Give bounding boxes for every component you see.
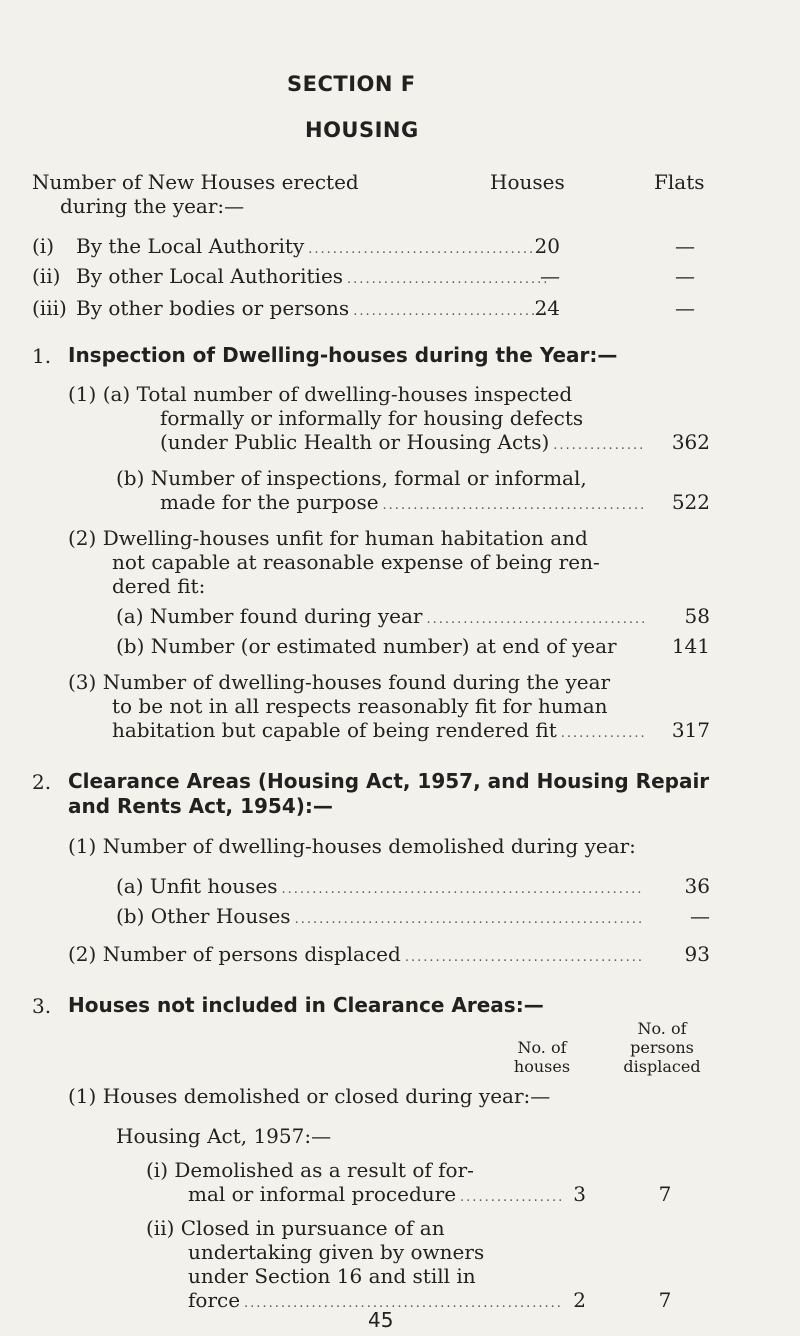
header-line: No. of [517, 1038, 567, 1057]
section-2-heading-line1: Clearance Areas (Housing Act, 1957, and Housing Repair [68, 769, 710, 793]
s2-p1b [116, 904, 650, 928]
leader-dots [295, 904, 644, 928]
leader-dots [553, 430, 644, 454]
section-2-number: 2. [32, 770, 52, 794]
line-text: made for the purpose [160, 490, 379, 514]
line-text: (under Public Health or Housing Acts) [160, 430, 550, 454]
new-houses-row-1 [32, 234, 552, 258]
new-houses-row-2 [32, 264, 552, 288]
s3-i-line1: (i) Demolished as a result of for- [146, 1158, 474, 1182]
header-line: displaced [623, 1057, 701, 1076]
housing-title: HOUSING [305, 118, 419, 142]
s2-p1b-value: — [690, 904, 710, 928]
line-text: (a) Number found during year [116, 604, 423, 628]
s1-p1b-line2 [160, 490, 650, 514]
new-houses-label-line2: during the year:— [60, 194, 245, 218]
row-number: (ii) [32, 264, 61, 288]
s3-ii-line1: (ii) Closed in pursuance of an [146, 1216, 445, 1240]
row-label: By other Local Authorities [76, 264, 344, 288]
section-1-number: 1. [32, 344, 52, 368]
header-line: houses [513, 1057, 571, 1076]
leader-dots [426, 604, 644, 628]
section-2-heading-line2: and Rents Act, 1954):— [68, 794, 333, 818]
section-1-heading: Inspection of Dwelling-houses during the Year:— [68, 343, 618, 367]
leader-dots [460, 1182, 562, 1206]
col-persons-displaced-header [612, 1019, 712, 1076]
row-label: By the Local Authority [76, 234, 305, 258]
s1-p2b-value: 141 [671, 634, 710, 658]
header-line: No. of [637, 1019, 687, 1038]
row-number: (i) [32, 234, 55, 258]
s1-p3-value: 317 [671, 718, 710, 742]
s3-ii-line2: undertaking given by owners [188, 1240, 485, 1264]
leader-dots [561, 718, 644, 742]
s2-p1-label: (1) Number of dwelling-houses demolished during year: [68, 834, 636, 858]
s3-ii-houses: 2 [573, 1288, 586, 1312]
s1-p2b-label: (b) Number (or estimated number) at end of year [116, 634, 617, 658]
s1-p2-line1: (2) Dwelling-houses unfit for human habitation and [68, 526, 588, 550]
s1-p2-line3: dered fit: [112, 574, 206, 598]
leader-dots [405, 942, 644, 966]
s2-p2-value: 93 [684, 942, 710, 966]
row-label: By other bodies or persons [76, 296, 350, 320]
line-text: (2) Number of persons displaced [68, 942, 401, 966]
col-houses-header: Houses [490, 170, 565, 194]
col-no-of-houses-header [502, 1038, 582, 1076]
s3-ii-persons: 7 [658, 1288, 672, 1312]
s1-p1a-line3 [160, 430, 650, 454]
houses-value-3: 24 [534, 296, 560, 320]
section-title: SECTION F [287, 72, 416, 96]
s1-p1b-line1: (b) Number of inspections, formal or informal, [116, 466, 587, 490]
row-number: (iii) [32, 296, 67, 320]
s1-p2-line2: not capable at reasonable expense of being ren- [112, 550, 600, 574]
s3-i-line2 [188, 1182, 568, 1206]
line-text: force [188, 1288, 241, 1312]
s2-p2 [68, 942, 650, 966]
s3-i-houses: 3 [573, 1182, 586, 1206]
s2-p1a [116, 874, 650, 898]
new-houses-row-3 [32, 296, 552, 320]
line-text: mal or informal procedure [188, 1182, 457, 1206]
line-text: (b) Other Houses [116, 904, 291, 928]
s3-i-persons: 7 [658, 1182, 672, 1206]
s3-act-label: Housing Act, 1957:— [116, 1124, 332, 1148]
s1-p2a [116, 604, 650, 628]
s1-p1b-value: 522 [671, 490, 710, 514]
leader-dots [244, 1288, 562, 1312]
section-3-number: 3. [32, 994, 52, 1018]
line-text: (a) Unfit houses [116, 874, 278, 898]
flats-value-1: — [675, 234, 695, 258]
s1-p2a-value: 58 [684, 604, 710, 628]
houses-value-2: — [540, 264, 560, 288]
header-line: persons [630, 1038, 694, 1057]
new-houses-label-line1: Number of New Houses erected [32, 170, 359, 194]
leader-dots [383, 490, 644, 514]
section-3-heading: Houses not included in Clearance Areas:— [68, 993, 544, 1017]
s1-p3-line1: (3) Number of dwelling-houses found during the year [68, 670, 611, 694]
houses-value-1: 20 [534, 234, 560, 258]
s1-p3-line2: to be not in all respects reasonably fit for human [112, 694, 608, 718]
s1-p1a-value: 362 [671, 430, 710, 454]
page-number: 45 [368, 1308, 394, 1332]
s3-ii-line3: under Section 16 and still in [188, 1264, 476, 1288]
flats-value-3: — [675, 296, 695, 320]
line-text: habitation but capable of being rendered fit [112, 718, 557, 742]
s3-p1-label: (1) Houses demolished or closed during year:— [68, 1084, 551, 1108]
leader-dots [282, 874, 644, 898]
s1-p1a-line1: (1) (a) Total number of dwelling-houses inspected [68, 382, 573, 406]
s2-p1a-value: 36 [684, 874, 710, 898]
flats-value-2: — [675, 264, 695, 288]
s1-p1a-line2: formally or informally for housing defects [160, 406, 584, 430]
col-flats-header: Flats [654, 170, 705, 194]
s1-p3-line3 [112, 718, 650, 742]
